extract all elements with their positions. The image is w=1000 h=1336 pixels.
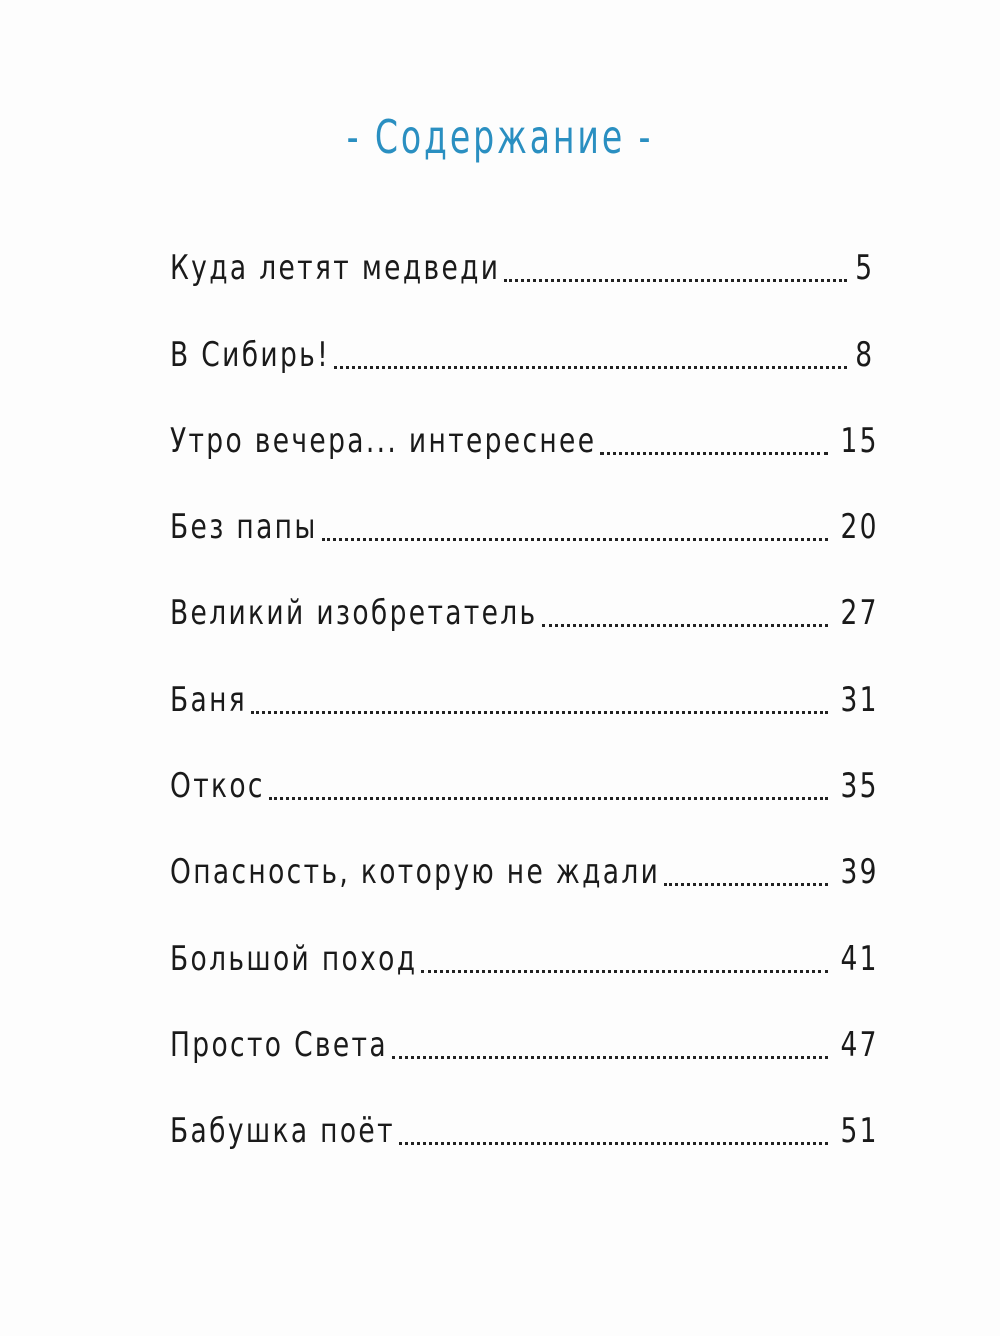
- toc-entry-title: Просто Света: [170, 1024, 388, 1065]
- dot-leader: [399, 1142, 828, 1145]
- toc-entry[interactable]: [170, 667, 879, 753]
- toc-entry[interactable]: [170, 926, 879, 1012]
- toc-entry-page: 51: [840, 1111, 879, 1152]
- toc-entry-page: 20: [840, 507, 879, 548]
- toc-entry-page: 31: [840, 679, 879, 720]
- dot-leader: [392, 1056, 828, 1059]
- toc-entry[interactable]: [170, 581, 879, 667]
- dot-leader: [542, 624, 828, 627]
- dot-leader: [664, 883, 827, 886]
- toc-entry[interactable]: [170, 495, 879, 581]
- dot-leader: [504, 279, 846, 282]
- toc-entry-page: 15: [840, 420, 879, 461]
- toc-entry-page: 5: [855, 248, 875, 289]
- toc-entry-page: 41: [840, 938, 879, 979]
- toc-entry[interactable]: [170, 1013, 879, 1099]
- toc-entry-title: Баня: [170, 679, 248, 720]
- toc-entry[interactable]: [170, 236, 875, 322]
- toc-entry-page: 35: [840, 766, 879, 807]
- dot-leader: [421, 970, 827, 973]
- toc-entry-page: 47: [840, 1024, 879, 1065]
- toc-entry-title: Великий изобретатель: [170, 593, 538, 634]
- toc-entry[interactable]: [170, 1099, 879, 1185]
- dot-leader: [269, 797, 828, 800]
- toc-entry[interactable]: [170, 840, 879, 926]
- toc-entry-page: 27: [840, 593, 879, 634]
- toc-entry-title: Куда летят медведи: [170, 248, 501, 289]
- toc-entry-title: Опасность, которую не ждали: [170, 852, 661, 893]
- dot-leader: [600, 452, 827, 455]
- toc-entry-page: 8: [855, 334, 875, 375]
- toc-entry[interactable]: [170, 322, 875, 408]
- toc-entry-title: В Сибирь!: [170, 334, 331, 375]
- dot-leader: [334, 366, 847, 369]
- toc-entry-title: Без папы: [170, 507, 318, 548]
- toc-entry-title: Бабушка поёт: [170, 1111, 395, 1152]
- toc-entry-title: Откос: [170, 766, 265, 807]
- toc-entry[interactable]: [170, 754, 879, 840]
- toc-entry-title: Большой поход: [170, 938, 418, 979]
- table-of-contents: [170, 236, 879, 1185]
- toc-entry-page: 39: [840, 852, 879, 893]
- dot-leader: [322, 538, 828, 541]
- contents-heading: - Содержание -: [346, 110, 654, 164]
- toc-entry[interactable]: [170, 409, 879, 495]
- toc-entry-title: Утро вечера... интереснее: [170, 420, 597, 461]
- dot-leader: [251, 711, 827, 714]
